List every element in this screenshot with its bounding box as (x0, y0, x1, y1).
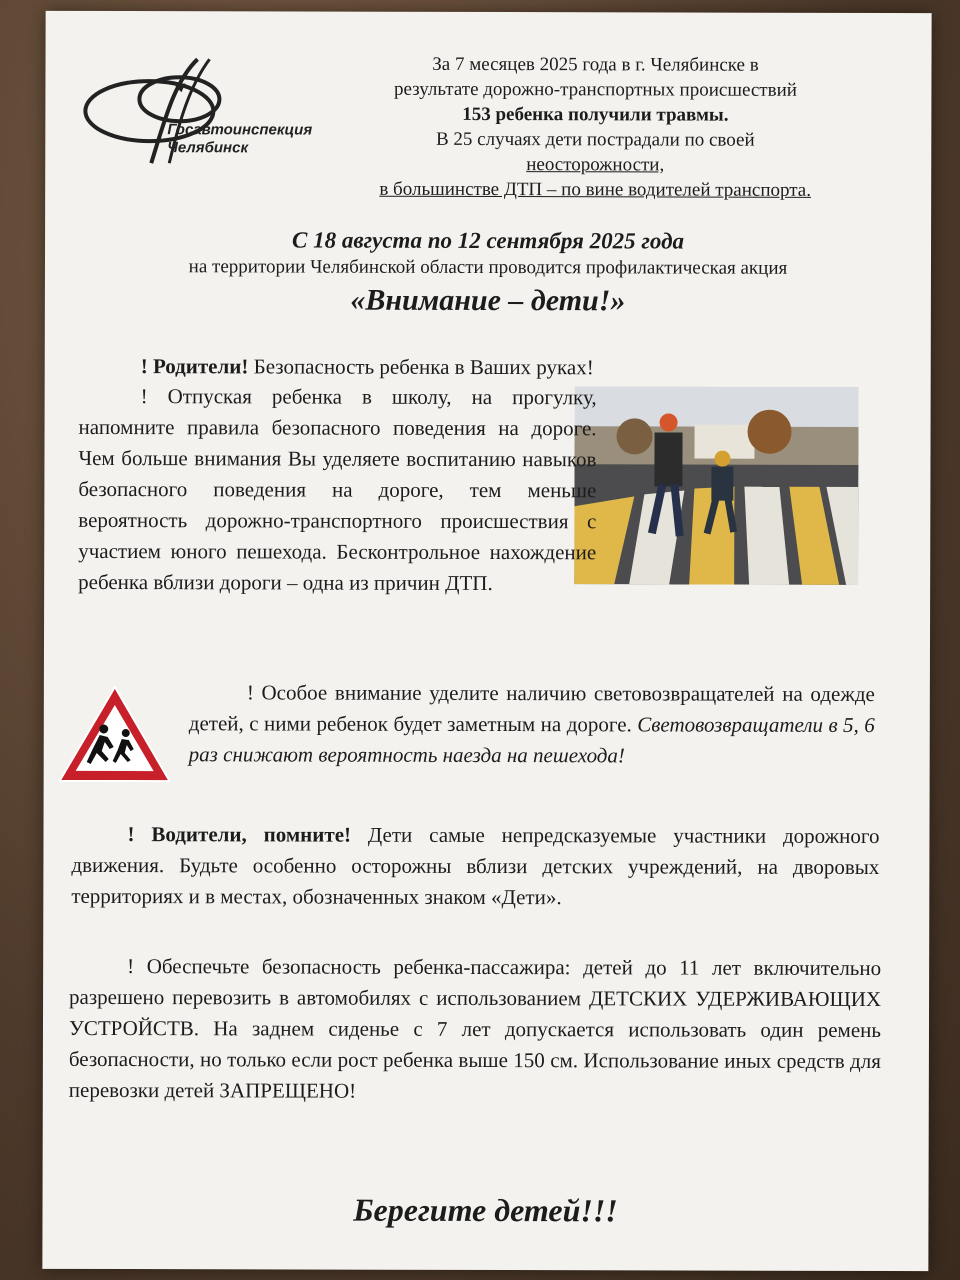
passenger-text: ! Обеспечьте безопасность ребенка-пассажира: детей до 11 лет включительно разрешено перевозить в автомобилях с использованием ДЕТСКИХ УДЕРЖИВАЮЩИХ УСТРОЙСТВ. На заднем сиденье с 7 лет допускается использовать один ремень безопасности, но только если рост ребенка выше 150 см. Использование иных средств для перевозки детей ЗАПРЕЩЕНО! (68, 954, 882, 1103)
logo-line-2: Челябинск (167, 139, 249, 157)
stat-line-6: в большинстве ДТП – по вине водителей транспорта. (379, 178, 812, 201)
statistics-block (335, 52, 855, 203)
reflectors-paragraph (189, 677, 875, 772)
parents-paragraph: ! Отпуская ребенка в школу, на прогулку, напомните правила безопасного поведения на дороге. Чем больше внимания Вы уделяете воспитанию навыков безопасного поведения на дороге, тем меньше вероятность дорожно-транспортного происшествия с участием юного пешехода. Бесконтрольное нахождение ребенка вблизи дороги – одна из причин ДТП. (78, 384, 597, 596)
drivers-paragraph (71, 819, 879, 914)
parents-text (78, 381, 859, 600)
parents-heading-rest: Безопасность ребенка в Ваших руках! (248, 354, 594, 380)
campaign-name: «Внимание – дети!» (350, 283, 626, 318)
stat-line-1: За 7 месяцев 2025 года в г. Челябинске в (432, 53, 759, 76)
reflectors-text: ! Особое внимание уделите наличию световозвращателей на одежде детей, с ними ребенок будет заметным на дороге. (188, 680, 875, 737)
campaign-subtitle: на территории Челябинской области проводится профилактическая акция (188, 256, 788, 279)
stat-line-2: результате дорожно-транспортных происшествий (393, 78, 797, 101)
stat-line-3: 153 ребенка получили травмы. (462, 103, 729, 126)
campaign-dates: С 18 августа по 12 сентября 2025 года (292, 227, 685, 254)
gai-logo (79, 51, 329, 172)
leaflet-page (42, 11, 931, 1271)
slogan: Берегите детей!!! (353, 1191, 618, 1229)
parents-heading-bold: ! Родители! (140, 354, 249, 379)
logo-line-1: Госавтоинспекция (167, 121, 313, 139)
stat-line-5: неосторожности, (526, 154, 665, 176)
stat-line-4: В 25 случаях дети пострадали по своей (435, 128, 755, 151)
reflectors-emphasis: Световозвращатели в 5, 6 раз снижают вероятность наезда на пешехода! (188, 712, 875, 768)
drivers-heading-bold: ! Водители, помните! (127, 822, 352, 847)
drivers-text: Дети самые непредсказуемые участники дорожного движения. Будьте особенно осторожны вблизи детских учреждений, на дворовых территориях и в местах, обозначенных знаком «Дети». (71, 822, 880, 910)
photo-spacer (596, 382, 859, 595)
parents-heading (141, 351, 861, 384)
passenger-paragraph (69, 951, 881, 1108)
children-warning-sign-icon (56, 683, 174, 787)
